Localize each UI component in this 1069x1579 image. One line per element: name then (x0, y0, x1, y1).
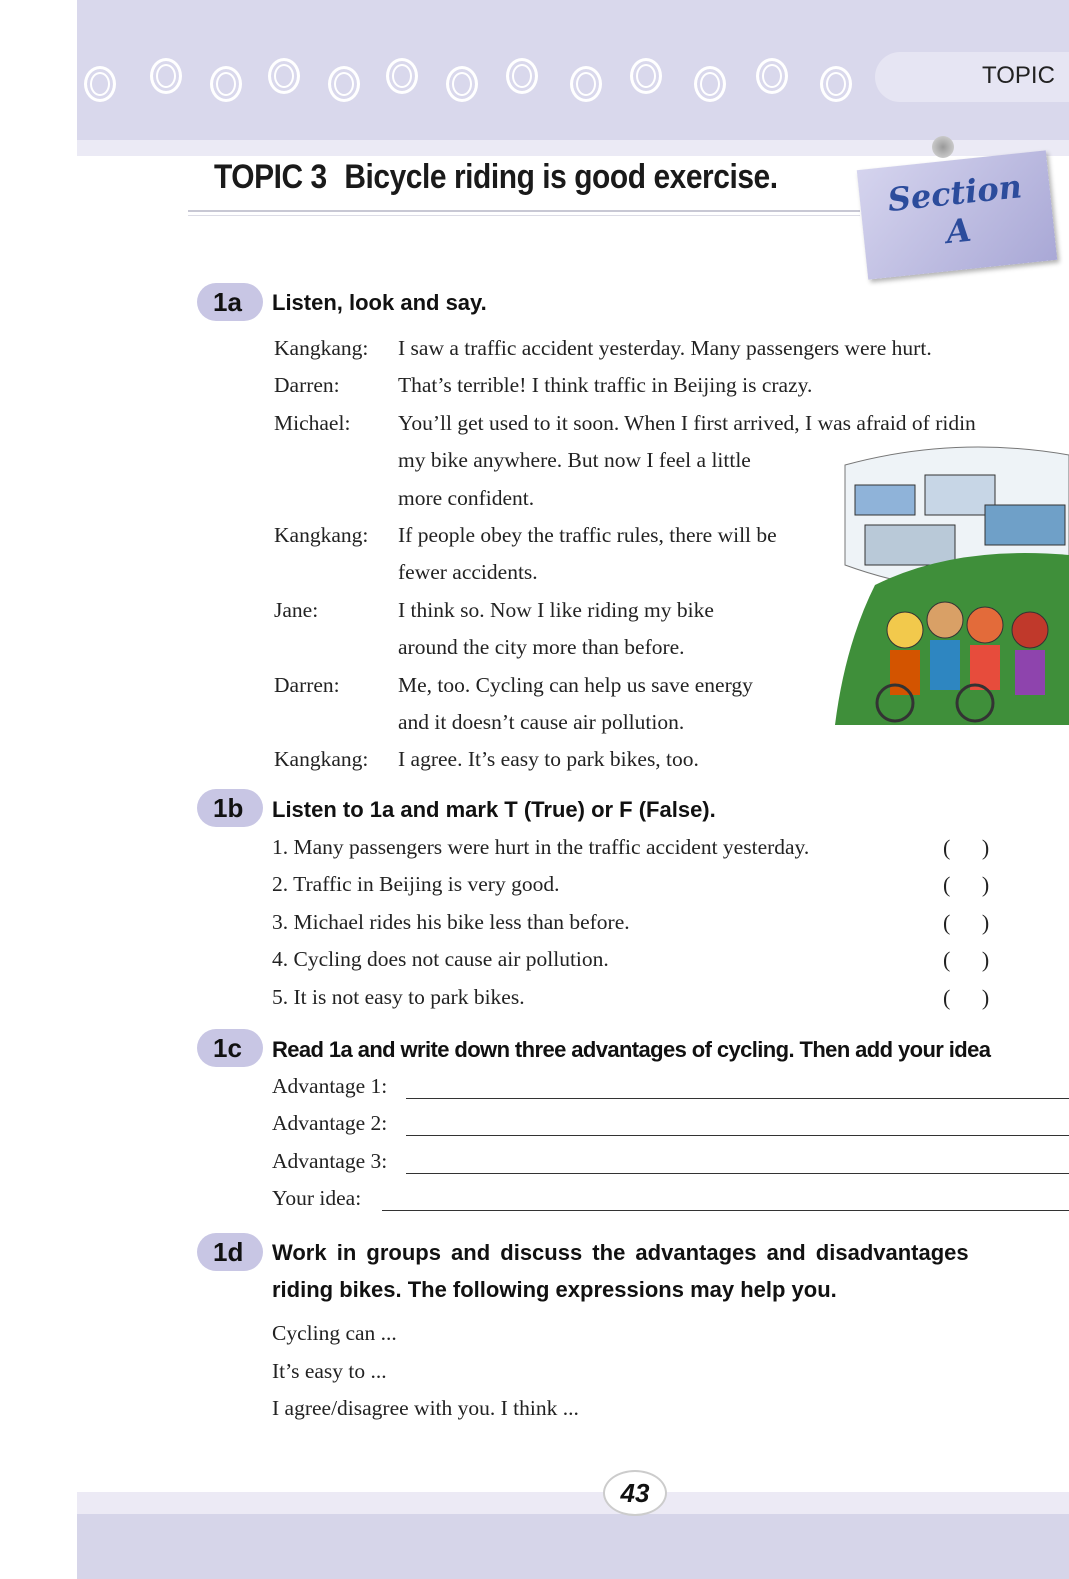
exercise-heading-1d-line2: riding bikes. The following expressions may help you. (272, 1277, 837, 1302)
field-label: Advantage 2: (272, 1111, 388, 1136)
answer-blank[interactable]: ( ) (943, 872, 990, 898)
exercise-badge-1c: 1c (197, 1029, 263, 1067)
page-title (214, 158, 778, 197)
topic-number: TOPIC 3 (214, 158, 327, 196)
dialog-speaker: Kangkang: (274, 523, 369, 547)
expression-item: I agree/disagree with you. I think ... (272, 1396, 579, 1420)
statement-item: 2. Traffic in Beijing is very good. (272, 872, 560, 897)
dialog-line: Me, too. Cycling can help us save energy (398, 672, 753, 697)
dialog-speaker: Michael: (274, 410, 351, 435)
binder-ring-icon (446, 66, 478, 102)
dialog-line: I think so. Now I like riding my bike (398, 597, 714, 622)
expression-item: It’s easy to ... (272, 1358, 387, 1383)
topic-title: Bicycle riding is good exercise. (344, 158, 778, 196)
dialog-line: my bike anywhere. But now I feel a little (398, 448, 751, 473)
exercise-badge-1b: 1b (197, 789, 263, 827)
dialog-line: more confident. (398, 485, 535, 510)
field-label: Advantage 1: (272, 1074, 388, 1098)
page-number: 43 (603, 1470, 667, 1516)
binder-ring-icon (84, 66, 116, 102)
answer-line[interactable] (406, 1173, 1069, 1174)
title-rule (188, 210, 860, 216)
footer-strip (77, 1492, 1069, 1514)
exercise-heading-1d-line1: Work in groups and discuss the advantages and disadvantages (272, 1240, 969, 1265)
binder-ring-icon (756, 58, 788, 94)
exercise-badge-1d: 1d (197, 1233, 263, 1271)
binder-ring-icon (630, 58, 662, 94)
traffic-illustration (835, 445, 1069, 725)
section-word: Section (885, 167, 1024, 220)
field-label: Your idea: (272, 1186, 362, 1211)
dialog-line: That’s terrible! I think traffic in Beijing is crazy. (398, 373, 813, 398)
field-label: Advantage 3: (272, 1148, 388, 1173)
footer-band (77, 1514, 1069, 1579)
binder-ring-icon (328, 66, 360, 102)
dialog-line: I saw a traffic accident yesterday. Many passengers were hurt. (398, 336, 932, 360)
dialog-line: You’ll get used to it soon. When I first arrived, I was afraid of ridin (398, 410, 976, 435)
answer-line[interactable] (382, 1210, 1069, 1211)
running-head: TOPIC (982, 62, 1055, 89)
exercise-heading-1b: Listen to 1a and mark T (True) or F (False). (272, 797, 716, 822)
answer-blank[interactable]: ( ) (943, 909, 990, 935)
statement-item: 4. Cycling does not cause air pollution. (272, 947, 609, 972)
exercise-badge-1a: 1a (197, 283, 263, 321)
dialog-line: around the city more than before. (398, 635, 685, 660)
answer-line[interactable] (406, 1135, 1069, 1136)
statement-item: 3. Michael rides his bike less than before. (272, 909, 630, 934)
answer-blank[interactable]: ( ) (943, 984, 990, 1010)
binder-ring-icon (150, 58, 182, 94)
dialog-speaker: Darren: (274, 672, 340, 697)
pin-icon (932, 136, 954, 158)
answer-line[interactable] (406, 1098, 1069, 1099)
section-letter: A (944, 210, 973, 252)
binder-ring-icon (210, 66, 242, 102)
exercise-heading-1a: Listen, look and say. (272, 290, 487, 315)
expression-item: Cycling can ... (272, 1321, 397, 1345)
binder-ring-icon (268, 58, 300, 94)
dialog-line: I agree. It’s easy to park bikes, too. (398, 747, 699, 772)
dialog-speaker: Kangkang: (274, 747, 369, 772)
header-strip (77, 140, 1069, 156)
statement-item: 1. Many passengers were hurt in the traffic accident yesterday. (272, 835, 810, 859)
dialog-speaker: Darren: (274, 373, 340, 398)
dialog-line: If people obey the traffic rules, there will be (398, 523, 777, 547)
section-tag (857, 150, 1057, 279)
answer-blank[interactable]: ( ) (943, 835, 990, 860)
dialog-line: fewer accidents. (398, 560, 538, 585)
exercise-heading-1c: Read 1a and write down three advantages of cycling. Then add your idea (272, 1037, 991, 1062)
binder-ring-icon (820, 66, 852, 102)
binder-ring-icon (506, 58, 538, 94)
dialog-speaker: Kangkang: (274, 336, 369, 360)
answer-blank[interactable]: ( ) (943, 947, 990, 973)
binder-ring-icon (570, 66, 602, 102)
dialog-speaker: Jane: (274, 597, 319, 622)
binder-ring-icon (386, 58, 418, 94)
dialog-line: and it doesn’t cause air pollution. (398, 710, 685, 734)
binder-ring-icon (694, 66, 726, 102)
statement-item: 5. It is not easy to park bikes. (272, 984, 525, 1009)
